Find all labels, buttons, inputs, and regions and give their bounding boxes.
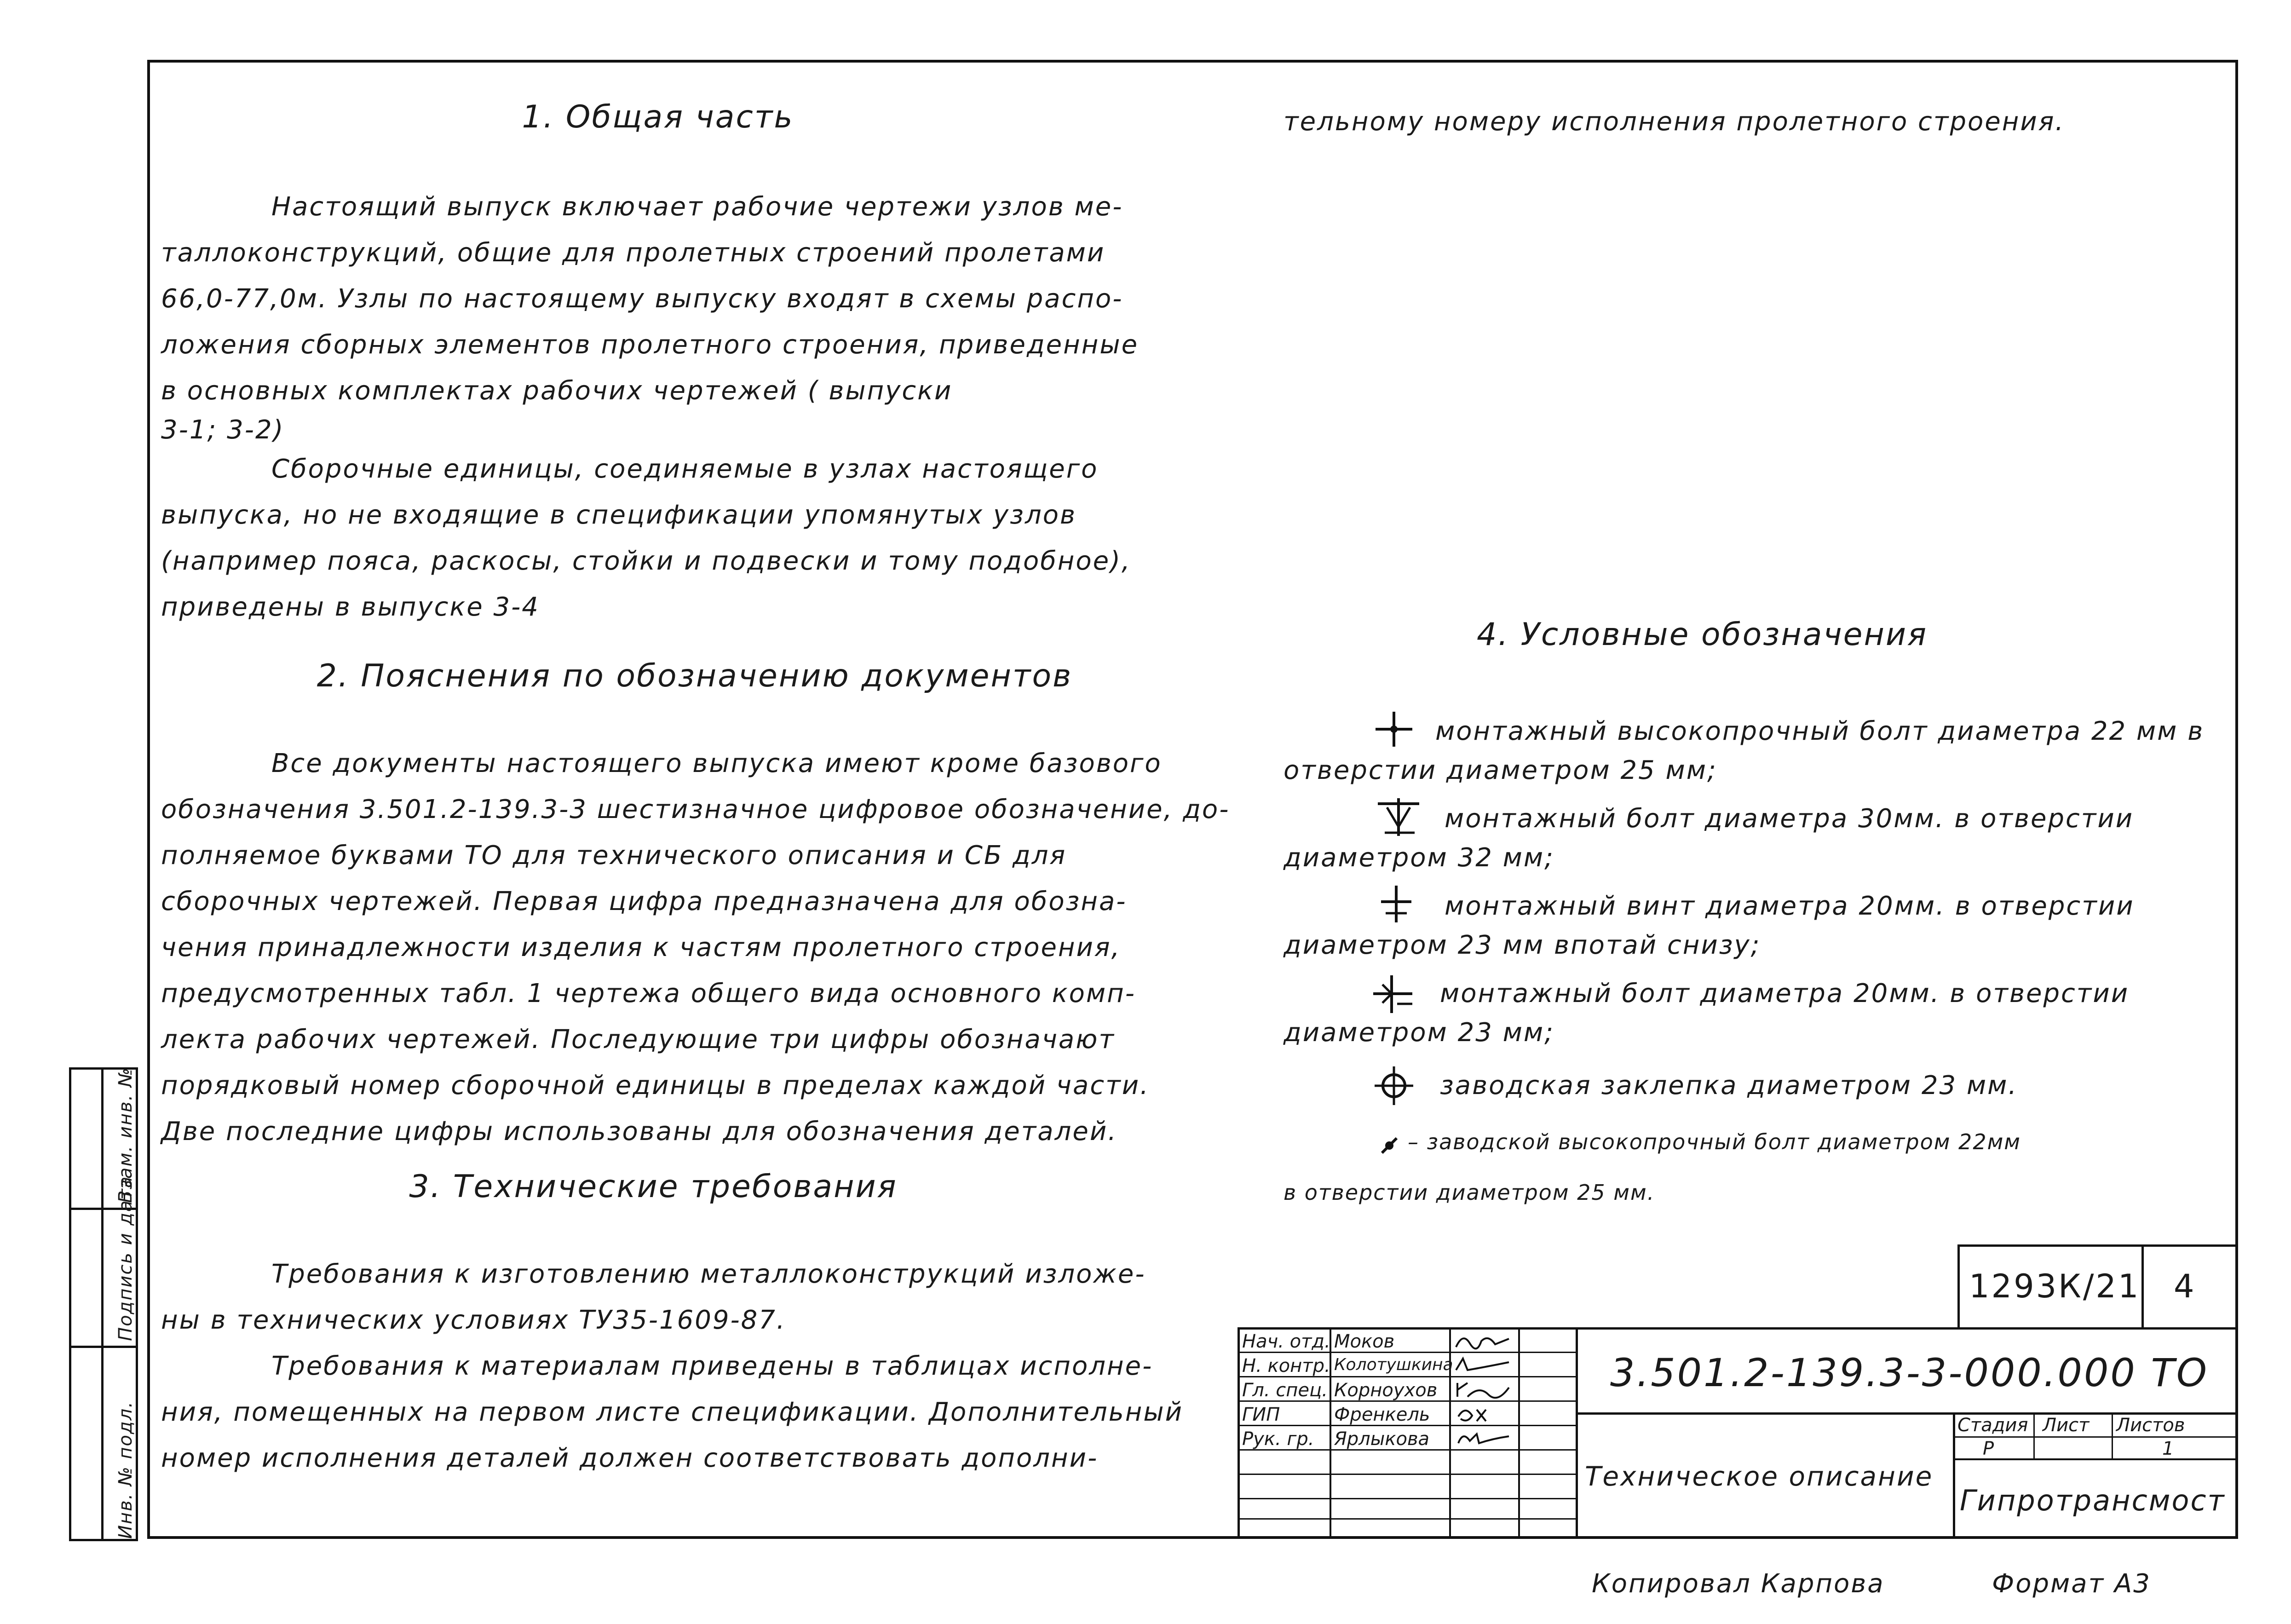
section3-line: Требования к изготовлению металлоконструкций изложе- bbox=[271, 1259, 1146, 1289]
stage-label: Стадия bbox=[1957, 1415, 2028, 1436]
sheets-value: 1 bbox=[2162, 1438, 2174, 1459]
section1-line: 3-1; 3-2) bbox=[161, 415, 285, 445]
signature-5 bbox=[1454, 1427, 1514, 1450]
section2-line: лекта рабочих чертежей. Последующие три цифры обозначают bbox=[161, 1025, 1115, 1054]
section3-line: ны в технических условиях ТУ35-1609-87. bbox=[161, 1305, 786, 1335]
legend-item-5-line1: заводская заклепка диаметром 23 мм. bbox=[1440, 1071, 2018, 1100]
bolt-mounting-icon bbox=[1373, 794, 1424, 840]
role-norm-control: Н. контр. bbox=[1242, 1355, 1330, 1376]
section2-line: полняемое буквами ТО для технического описания и СБ для bbox=[161, 841, 1067, 870]
side-stamp-signature-label: Подпись и дата bbox=[115, 1175, 136, 1341]
legend-item-1-line2: отверстии диаметром 25 мм; bbox=[1284, 755, 1717, 785]
role-chief-spec: Гл. спец. bbox=[1242, 1380, 1328, 1401]
section3-line-continued: тельному номеру исполнения пролетного строения. bbox=[1284, 107, 2065, 137]
section2-line: порядковый номер сборочной единицы в пределах каждой части. bbox=[161, 1071, 1150, 1100]
legend-item-3-line1: монтажный винт диаметра 20мм. в отверстии bbox=[1445, 891, 2135, 921]
section2-body bbox=[161, 741, 1230, 1155]
section1-line: (например пояса, раскосы, стойки и подвески и тому подобное), bbox=[161, 546, 1131, 576]
sheets-label: Листов bbox=[2116, 1415, 2185, 1436]
signature-4 bbox=[1454, 1403, 1514, 1426]
copied-by: Копировал Карпова bbox=[1592, 1569, 1885, 1599]
section1-line: 66,0-77,0м. Узлы по настоящему выпуску входят в схемы распо- bbox=[161, 284, 1123, 314]
section3-line: Требования к материалам приведены в таблицах исполне- bbox=[271, 1351, 1153, 1381]
legend-item-3-line2: диаметром 23 мм впотай снизу; bbox=[1284, 930, 1761, 960]
format-label: Формат А3 bbox=[1992, 1569, 2151, 1599]
bolt-factory-icon bbox=[1376, 1132, 1403, 1159]
role-group-lead: Рук. гр. bbox=[1242, 1428, 1314, 1450]
section2-line: чения принадлежности изделия к частям пролетного строения, bbox=[161, 933, 1121, 962]
stage-value: Р bbox=[1983, 1438, 1994, 1459]
legend-item-6-line1: – заводской высокопрочный болт диаметром 22мм bbox=[1408, 1129, 2021, 1154]
top-sheet-number: 4 bbox=[2174, 1267, 2194, 1305]
signature-3 bbox=[1454, 1378, 1514, 1401]
name-kolotushkina: Колотушкина bbox=[1334, 1355, 1453, 1374]
legend-item-6-line2: в отверстии диаметром 25 мм. bbox=[1284, 1180, 1655, 1205]
signature-2 bbox=[1454, 1354, 1514, 1377]
section1-line: Сборочные единицы, соединяемые в узлах настоящего bbox=[271, 454, 1099, 484]
section1-line: в основных комплектах рабочих чертежей ( выпуски bbox=[161, 376, 953, 406]
legend-item-4-line2: диаметром 23 мм; bbox=[1284, 1018, 1555, 1048]
legend-item-2-line2: диаметром 32 мм; bbox=[1284, 843, 1555, 873]
section2-line: Все документы настоящего выпуска имеют кроме базового bbox=[271, 749, 1162, 778]
section2-line: предусмотренных табл. 1 чертежа общего вида основного комп- bbox=[161, 979, 1136, 1008]
signature-1 bbox=[1454, 1330, 1514, 1353]
section1-heading: 1. Общая часть bbox=[522, 99, 794, 135]
section2-line: обозначения 3.501.2-139.3-3 шестизначное цифровое обозначение, до- bbox=[161, 795, 1230, 824]
name-yarlykova: Ярлыкова bbox=[1334, 1428, 1430, 1450]
section3-body bbox=[161, 1251, 1183, 1481]
section3-line: ния, помещенных на первом листе спецификации. Дополнительный bbox=[161, 1397, 1184, 1427]
side-stamp-replace-label: Взам. инв. № bbox=[115, 1067, 136, 1203]
section4-heading: 4. Условные обозначения bbox=[1476, 616, 1928, 653]
section1-line: таллоконструкций, общие для пролетных строений пролетами bbox=[161, 238, 1105, 268]
role-head-dept: Нач. отд. bbox=[1242, 1331, 1330, 1352]
section2-line: Две последние цифры использованы для обозначения деталей. bbox=[161, 1117, 1118, 1146]
name-mokov: Моков bbox=[1334, 1331, 1395, 1352]
section2-line: сборочных чертежей. Первая цифра предназначена для обозна- bbox=[161, 887, 1127, 916]
section1-line: приведены в выпуске 3-4 bbox=[161, 592, 540, 622]
legend-item-1-line1: монтажный высокопрочный болт диаметра 22 мм в bbox=[1435, 716, 2205, 746]
section1-line: Настоящий выпуск включает рабочие чертежи узлов ме- bbox=[271, 192, 1123, 222]
document-designation: 3.501.2-139.3-3-000.000 ТО bbox=[1610, 1350, 2209, 1395]
section1-line: выпуска, но не входящие в спецификации упомянутых узлов bbox=[161, 500, 1077, 530]
sheet-label: Лист bbox=[2043, 1415, 2090, 1436]
name-kornoukhov: Корноухов bbox=[1334, 1380, 1438, 1401]
bolt-highstrength-icon bbox=[1371, 706, 1417, 752]
section3-line: номер исполнения деталей должен соответствовать дополни- bbox=[161, 1443, 1099, 1473]
document-title: Техническое описание bbox=[1585, 1461, 1934, 1492]
legend-item-2-line1: монтажный болт диаметра 30мм. в отверстии bbox=[1445, 804, 2134, 834]
section1-line: ложения сборных элементов пролетного строения, приведенные bbox=[161, 330, 1139, 360]
legend-item-4-line1: монтажный болт диаметра 20мм. в отверстии bbox=[1440, 979, 2130, 1008]
section2-heading: 2. Пояснения по обозначению документов bbox=[317, 658, 1073, 694]
side-stamp bbox=[69, 1067, 138, 1541]
role-gip: ГИП bbox=[1242, 1404, 1280, 1425]
side-stamp-inventory-label: Инв. № подл. bbox=[115, 1401, 136, 1539]
inventory-number: 1293К/21 bbox=[1969, 1267, 2141, 1305]
screw-countersunk-icon bbox=[1376, 881, 1417, 927]
name-frenkel: Френкель bbox=[1334, 1404, 1430, 1425]
organization-name: Гипротрансмост bbox=[1960, 1484, 2226, 1517]
rivet-icon bbox=[1371, 1063, 1417, 1109]
section3-heading: 3. Технические требования bbox=[409, 1169, 898, 1205]
section1-body bbox=[161, 184, 1139, 630]
